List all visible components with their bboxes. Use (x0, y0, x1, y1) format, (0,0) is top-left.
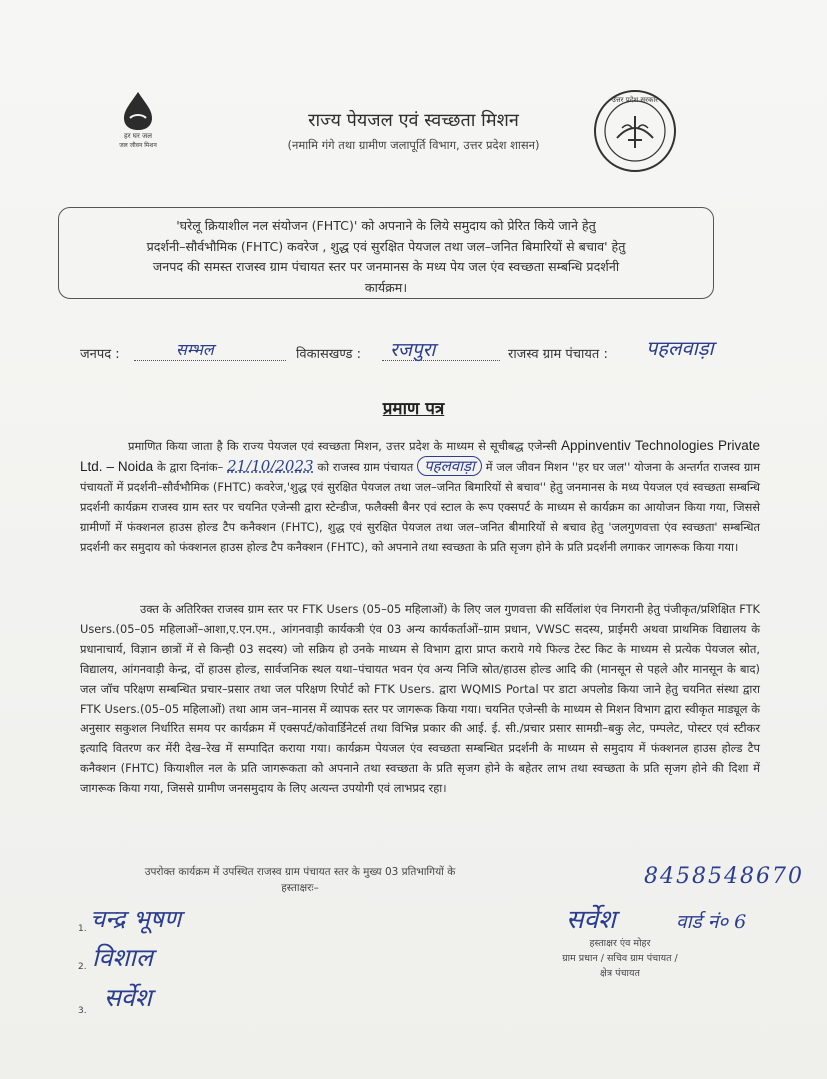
signatures-caption (60, 864, 540, 896)
logo-left-subtext: जल जीवन मिशन (119, 142, 157, 149)
up-emblem-icon (592, 88, 678, 174)
up-government-emblem (592, 88, 678, 174)
panchayat-value: पहलवाड़ा (646, 336, 714, 360)
certificate-paragraph-1 (80, 436, 760, 557)
programme-line-4: कार्यक्रम। (364, 279, 408, 295)
certificate-paragraph-2: उक्त के अतिरिक्त राजस्व ग्राम स्तर पर FTK Users (05–05 महिलाओं) के लिए जल गुणवत्ता की सर्विलांश एंव निगरानी हेतु पंजीकृत/प्रशिक्षित FTK Users.(05–05 महिलाओं–आशा,ए.एन.एम., आंगनवाड़ी कार्यकत्री एंव 03 अन्य कार्यकर्ताओं–ग्राम प्रधान, VWSC सदस्य, प्राईमरी अथवा प्राथमिक विद्यालय के प्रधानाचार्य, विज्ञान छात्रों में से किन्ही 03 सदस्य) जो सक्रिय हो उनके माध्यम से विभाग द्वारा प्राप्त कराये गये फिल्ड टेस्ट किट के माध्यम से प्रत्येक पेयजल स्रोत, विद्यालय, आंगनवाड़ी केन्द्र, दों हाउस होल्ड, सार्वजनिक स्थल यथा–पंचायत भवन एंव अन्य निजि स्रोत/हाउस होल्ड आदि की (मानसून से पहले और मानसून के बाद) जल जॉच परिक्षण सम्बन्धित प्रचार–प्रसार तथा जल परिक्षण रिपोर्ट को FTK Users. द्वारा WQMIS Portal पर डाटा अपलोड किया जाने हेतु चयनित संस्था द्वारा FTK Users.(05–05 महिलाओं) तथा आम जन–मानस में व्यापक स्तर पर जागरूक किया गया। चयनित एजेन्सी के माध्यम से मिशन विभाग द्वारा स्वीकृत माड्यूल के अनुसार सकुशल निर्धारित समय पर कार्यक्रम में एक्सपर्ट/कोवार्डिनेटर्स तथा विभिन्न प्रकार की आई. ई. सी./प्रचार प्रसार सामग्री–बकु लेट, पम्पलेट, पोस्टर एवं स्टीकर इत्यादि वितरण कर मेंरी देख–रेख में सम्पादित कराया गया। कार्यक्रम पेयजल एंव स्वच्छता सम्बन्धित प्रदर्शनी के माध्यम से समुदाय में फंक्शनल हाउस होल्ड टैप कनैक्शन (FHTC) कियाशील नल के प्रति जागरूकता को अपनाने तथा स्वच्छता के प्रति सृजग होने के बहेतर लाभ तथा स्वच्छता के प्रति सृजग होने की दिशा में जागरूक किया गया, जिससे ग्रामीण जनसमुदाय के लिए अत्यन्त उपयोगी एवं लाभप्रद रहा। (80, 602, 760, 796)
certificate-title: प्रमाण पत्र (382, 399, 445, 419)
district-label: जनपद : (80, 347, 120, 362)
para1-date-label: के द्वारा दिनांक– (157, 459, 224, 474)
panchayat-label: राजस्व ग्राम पंचायत : (508, 347, 608, 362)
header-title: राज्य पेयजल एवं स्वच्छता मिशन (308, 110, 519, 131)
programme-date: 21/10/2023 (227, 456, 314, 475)
programme-description-box (58, 207, 714, 299)
pradhan-signature: सर्वेश (566, 905, 616, 935)
ward-number: वार्ड नं० 6 (676, 911, 747, 933)
participant-1-signature: चन्द्र भूषण (90, 905, 182, 933)
participant-3-number: 3. (78, 1006, 87, 1016)
signatures-caption-line-1: उपरोक्त कार्यक्रम में उपस्थित राजस्व ग्राम पंचायत स्तर के मुख्य 03 प्रतिभागियों के (144, 866, 456, 878)
logo-left-text: हर घर जल (124, 132, 152, 140)
programme-line-3: जनपद की समस्त राजस्व ग्राम पंचायत स्तर पर जनमानस के मध्य पेय जल एंव स्वच्छता सम्बन्धि प्रदर्शनी (152, 259, 620, 274)
participant-2-signature: विशाल (92, 943, 153, 972)
pradhan-label-block (520, 936, 720, 981)
programme-line-1: 'घरेलू क्रियाशील नल संयोजन (FHTC)' को अपनाने के लिये समुदाय को प्रेरित किये जाने हेतु (176, 218, 596, 233)
participant-2-number: 2. (78, 962, 87, 972)
block-label: विकासखण्ड : (296, 347, 362, 362)
participant-3-signature: सर्वेश (104, 983, 152, 1012)
handwritten-phone-number: 8458548670 (644, 864, 804, 889)
para1-panchayat-label: को राजस्व ग्राम पंचायत (317, 459, 414, 474)
pradhan-label-2: ग्राम प्रधान / सचिव ग्राम पंचायत / (562, 953, 678, 964)
panchayat-handwritten: पहलवाड़ा (417, 456, 482, 476)
header-subtitle: (नमामि गंगे तथा ग्रामीण जलापूर्ति विभाग, उत्तर प्रदेश शासन) (287, 138, 540, 152)
para1-body: में जल जीवन मिशन ''हर घर जल'' योजना के अन्तर्गत राजस्व ग्राम पंचायतों में प्रदर्शनी–सौर्वभौमिक (FHTC) कवरेज,'शुद्ध एवं सुरक्षित पेयजल तथा जल–जनित बिमारियों से बचाव'' हेतु जनमानस के मध्य पेयजल एवं स्वच्छता सम्बन्धि प्रदर्शनी कार्यक्रम राजस्व ग्राम स्तर पर चयनित एजेन्सी द्वारा स्टेन्डीज, फलैक्सी बैनर एवं स्टाल के रूप एक्सपर्ट के माध्यम से कार्यक्रम का आयोजन किया गया, जिससे ग्रामीणों में फंक्शनल हाउस होल्ड टैप कनैक्शन (FHTC), शुद्ध एवं सुरक्षित पेयजल तथा जल–जनित बीमारियों से बचाव हेतु 'जलगुणवत्ता एंव स्वच्छता' सम्बन्धित प्रदर्शनी कर समुदाय को फंक्शनल हाउस होल्ड टैप कनैक्शन (FHTC), को अपनाने तथा स्वच्छता के प्रति सृजग होने के प्रति प्रदर्शनी लगाकर जागरूक किया गया। (80, 459, 761, 554)
pradhan-label-3: क्षेत्र पंचायत (600, 968, 640, 979)
district-underline (134, 360, 286, 361)
agency-name: Appinventiv Technologies Private Ltd. – Noida (80, 438, 761, 474)
district-value: सम्भल (176, 340, 214, 359)
pradhan-label-1: हस्ताक्षर एंव मोहर (589, 938, 651, 949)
para1-intro: प्रमाणित किया जाता है कि राज्य पेयजल एवं स्वच्छता मिशन, उत्तर प्रदेश के माध्यम से सूचीबद्ध एजेन्सी (128, 439, 557, 453)
block-value: रजपुरा (390, 339, 436, 361)
emblem-text: उत्तर प्रदेश सरकार (611, 96, 659, 104)
signatures-caption-line-2: हस्ताक्षरः– (281, 882, 319, 894)
programme-line-2: प्रदर्शनी–सौर्वभौमिक (FHTC) कवरेज , शुद्ध एवं सुरक्षित पेयजल तथा जल–जनित बिमारियों से बचाव' हेतु (146, 238, 626, 254)
participant-1-number: 1. (78, 924, 87, 934)
